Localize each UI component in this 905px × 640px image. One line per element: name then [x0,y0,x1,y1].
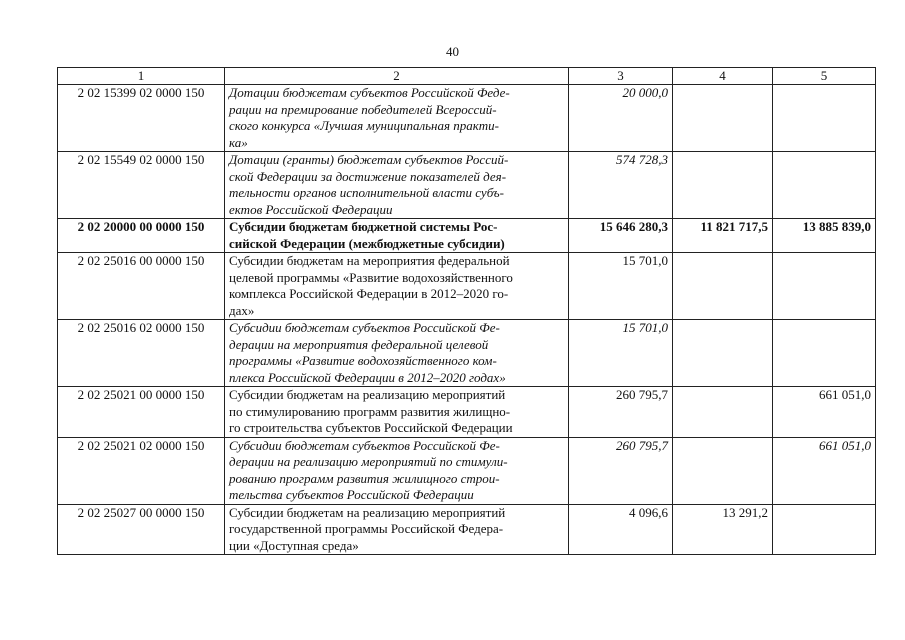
table-row [58,219,876,253]
table-row [58,152,876,219]
amount-column-5: 661 051,0 [773,437,876,504]
description-line: ка» [229,134,248,150]
description-line: Субсидии бюджетам субъектов Российской Фе- [229,437,500,453]
amount-column-3: 15 701,0 [569,253,673,320]
description-line: дах» [229,302,255,318]
income-description [225,219,569,253]
budget-code: 2 02 15399 02 0000 150 [58,85,225,152]
description-line: государственной программы Российской Федера- [229,521,504,536]
amount-column-3: 260 795,7 [569,437,673,504]
amount-column-5 [773,152,876,219]
page-number: 40 [446,44,459,59]
income-description [225,253,569,320]
column-number-5: 5 [773,68,876,85]
amount-column-5: 13 885 839,0 [773,219,876,253]
amount-column-3: 260 795,7 [569,387,673,438]
income-description [225,387,569,438]
income-description [225,152,569,219]
description-line: Субсидии бюджетам на реализацию мероприятий [229,387,506,402]
column-number-4: 4 [673,68,773,85]
income-description [225,320,569,387]
column-number-row [58,68,876,85]
amount-column-3: 20 000,0 [569,85,673,152]
budget-code: 2 02 25016 00 0000 150 [58,253,225,320]
income-description [225,85,569,152]
description-line: го строительства субъектов Российской Федерации [229,420,513,435]
amount-column-4: 11 821 717,5 [673,219,773,253]
description-line: программы «Развитие водохозяйственного ком- [229,353,497,368]
amount-column-4 [673,437,773,504]
amount-column-5 [773,504,876,555]
table-row [58,320,876,387]
budget-code: 2 02 25021 00 0000 150 [58,387,225,438]
amount-column-5: 661 051,0 [773,387,876,438]
table-row [58,437,876,504]
description-line: плекса Российской Федерации в 2012–2020 годах» [229,369,506,385]
description-line: рованию программ развития жилищного строи- [229,470,500,486]
description-line: ской Федерации за достижение показателей дея- [229,168,507,184]
description-line: Дотации бюджетам субъектов Российской Феде- [229,85,510,100]
amount-column-5 [773,320,876,387]
description-line: дерации на реализацию мероприятий по стимули- [229,454,508,469]
income-description [225,437,569,504]
amount-column-4 [673,85,773,152]
amount-column-4: 13 291,2 [673,504,773,555]
budget-code: 2 02 25027 00 0000 150 [58,504,225,555]
table-row [58,504,876,555]
budget-code: 2 02 25021 02 0000 150 [58,437,225,504]
amount-column-4 [673,320,773,387]
description-line: по стимулированию программ развития жилищно- [229,403,511,419]
amount-column-3: 574 728,3 [569,152,673,219]
description-line: ского конкурса «Лучшая муниципальная практи- [229,118,499,133]
column-number-1: 1 [58,68,225,85]
description-line: тельности органов исполнительной власти субъ- [229,185,504,200]
budget-code: 2 02 20000 00 0000 150 [58,219,225,253]
table-row [58,85,876,152]
description-line: рации на премирование победителей Всероссий- [229,101,497,117]
amount-column-3: 4 096,6 [569,504,673,555]
description-line: тельства субъектов Российской Федерации [229,487,474,502]
column-number-2: 2 [225,68,569,85]
description-line: целевой программы «Развитие водохозяйственного [229,269,513,285]
budget-code: 2 02 15549 02 0000 150 [58,152,225,219]
table-row [58,253,876,320]
description-line: Субсидии бюджетам субъектов Российской Фе- [229,320,500,335]
description-line: дерации на мероприятия федеральной целевой [229,336,489,352]
income-description [225,504,569,555]
amount-column-5 [773,253,876,320]
amount-column-4 [673,152,773,219]
budget-table [57,67,876,555]
amount-column-3: 15 701,0 [569,320,673,387]
amount-column-4 [673,387,773,438]
description-line: ектов Российской Федерации [229,201,393,217]
description-line: Субсидии бюджетам на мероприятия федеральной [229,253,510,268]
description-line: Дотации (гранты) бюджетам субъектов Россий- [229,152,509,167]
description-line: ции «Доступная среда» [229,537,359,553]
amount-column-4 [673,253,773,320]
description-line: комплекса Российской Федерации в 2012–2020 го- [229,286,509,301]
description-line: Субсидии бюджетам на реализацию мероприятий [229,504,506,520]
description-line: Субсидии бюджетам бюджетной системы Рос- [229,219,498,234]
amount-column-5 [773,85,876,152]
column-number-3: 3 [569,68,673,85]
description-line: сийской Федерации (межбюджетные субсидии) [229,235,505,251]
table-row [58,387,876,438]
budget-code: 2 02 25016 02 0000 150 [58,320,225,387]
amount-column-3: 15 646 280,3 [569,219,673,253]
